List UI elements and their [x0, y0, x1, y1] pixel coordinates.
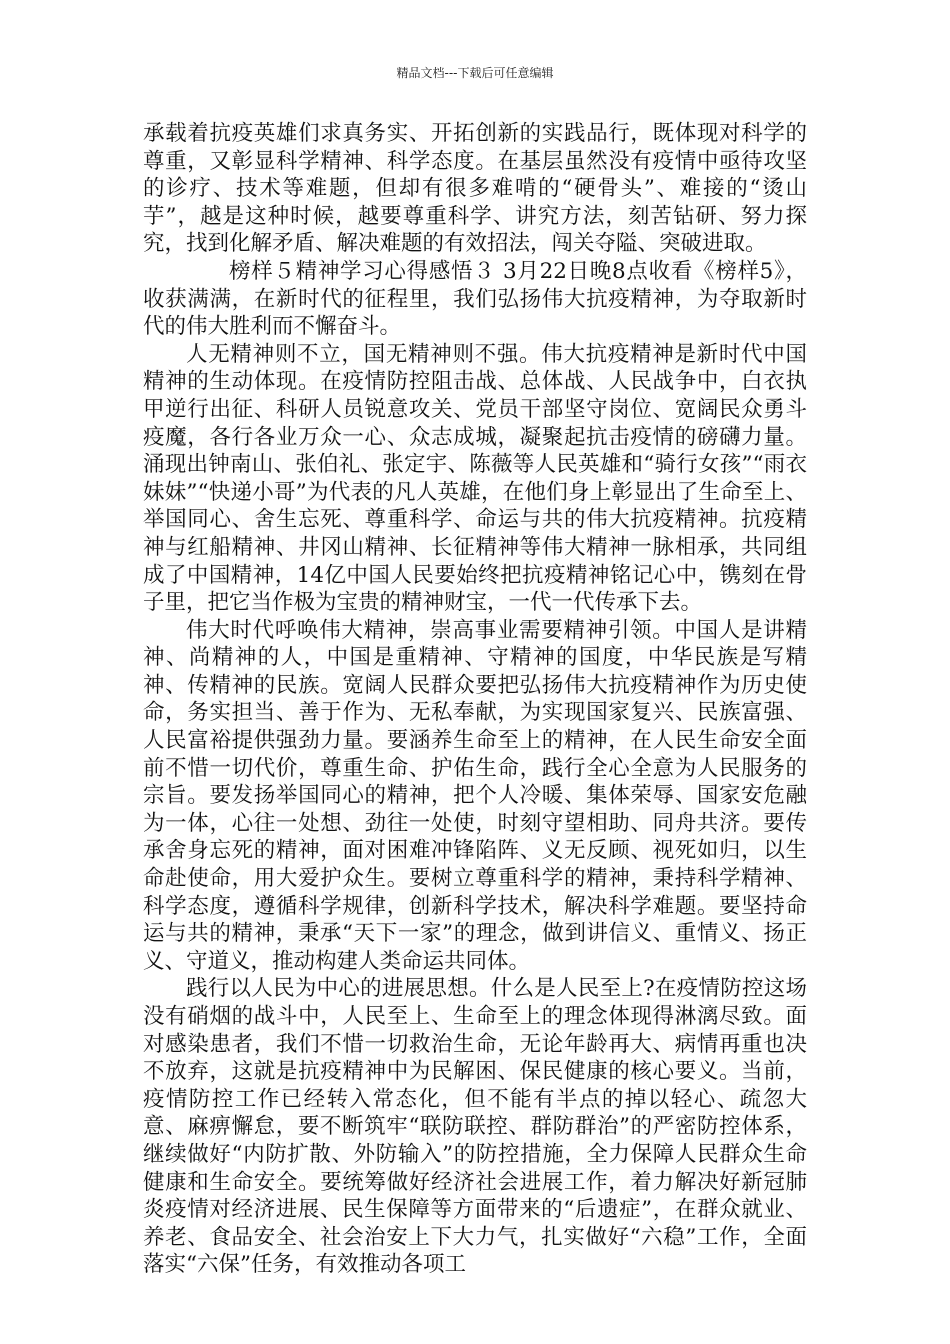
paragraph-4: 伟大时代呼唤伟大精神，崇高事业需要精神引领。中国人是讲精神、尚精神的人，中国是重精神、守精神的国度，中华民族是写精神、传精神的民族。宽阔人民群众要把弘扬伟大抗疫精神作为历史使命，务实担当、善于作为、无私奉献，为实现国家复兴、民族富强、人民富裕提供强劲力量。要涵养生命至上的精神，在人民生命安全面前不惜一切代价，尊重生命、护佑生命，践行全心全意为人民服务的宗旨。要发扬举国同心的精神，把个人冷暖、集体荣辱、国家安危融为一体，心往一处想、劲往一处使，时刻守望相助、同舟共济。要传承舍身忘死的精神，面对困难冲锋陷阵、义无反顾、视死如归，以生命赴使命，用大爱护众生。要树立尊重科学的精神，秉持科学精神、科学态度，遵循科学规律，创新科学技术，解决科学难题。要坚持命运与共的精神，秉承“天下一家”的理念，做到讲信义、重情义、扬正义、守道义，推动构建人类命运共同体。 — [143, 617, 807, 974]
paragraph-3: 人无精神则不立，国无精神则不强。伟大抗疫精神是新时代中国精神的生动体现。在疫情防控阻击战、总体战、人民战争中，白衣执甲逆行出征、科研人员锐意攻关、党员干部坚守岗位、宽阔民众勇斗疫魔，各行各业万众一心、众志成城，凝聚起抗击疫情的磅礴力量。涌现出钟南山、张伯礼、张定宇、陈薇等人民英雄和“骑行女孩”“雨衣妹妹”“快递小哥”为代表的凡人英雄，在他们身上彰显出了生命至上、举国同心、舍生忘死、尊重科学、命运与共的伟大抗疫精神。抗疫精神与红船精神、井冈山精神、长征精神等伟大精神一脉相承，共同组成了中国精神，14亿中国人民要始终把抗疫精神铭记心中，镌刻在骨子里，把它当作极为宝贵的精神财宝，一代一代传承下去。 — [143, 341, 807, 616]
paragraph-2: 榜样５精神学习心得感悟３ 3月22日晚8点收看《榜样5》，收获满满，在新时代的征程里，我们弘扬伟大抗疫精神，为夺取新时代的伟大胜利而不懈奋斗。 — [143, 258, 807, 340]
page-header: 精品文档---下载后可任意编辑 — [396, 66, 554, 80]
paragraph-5: 践行以人民为中心的进展思想。什么是人民至上?在疫情防控这场没有硝烟的战斗中，人民至上、生命至上的理念体现得淋漓尽致。面对感染患者，我们不惜一切救治生命，无论年龄再大、病情再重也决不放弃，这就是抗疫精神中为民解困、保民健康的核心要义。当前，疫情防控工作已经转入常态化，但不能有半点的掉以轻心、疏忽大意、麻痹懈怠，要不断筑牢“联防联控、群防群治”的严密防控体系，继续做好“内防扩散、外防输入”的防控措施，全力保障人民群众生命健康和生命安全。要统筹做好经济社会进展工作，着力解决好新冠肺炎疫情对经济进展、民生保障等方面带来的“后遗症”，在群众就业、养老、食品安全、社会治安上下大力气，扎实做好“六稳”工作，全面落实“六保”任务，有效推动各项工 — [143, 976, 807, 1278]
document-body — [143, 120, 807, 1279]
paragraph-1: 承载着抗疫英雄们求真务实、开拓创新的实践品行，既体现对科学的尊重，又彰显科学精神、科学态度。在基层虽然没有疫情中亟待攻坚的诊疗、技术等难题，但却有很多难啃的“硬骨头”、难接的“烫山芋”，越是这种时候，越要尊重科学、讲究方法，刻苦钻研、努力探究，找到化解矛盾、解决难题的有效招法，闯关夺隘、突破进取。 — [143, 121, 807, 257]
